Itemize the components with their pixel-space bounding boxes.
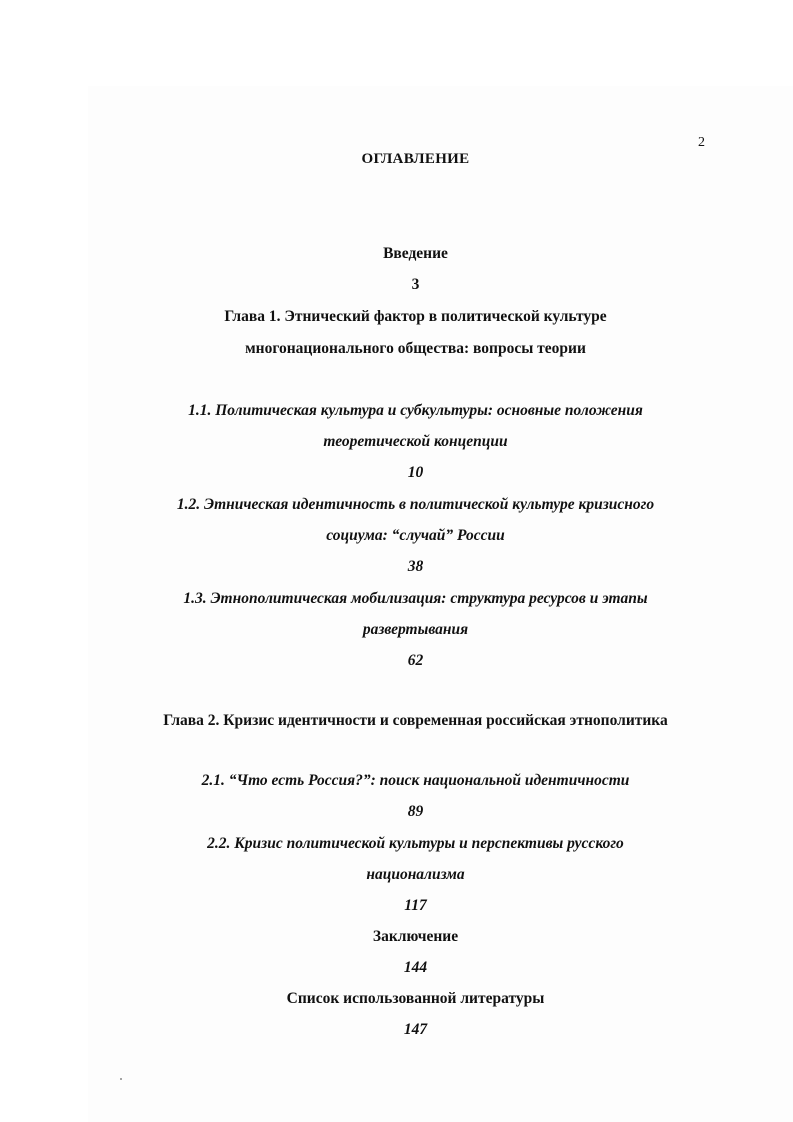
toc-section-1-3-page: 62 <box>407 652 424 669</box>
toc-chapter1-title-line2: многонационального общества: вопросы теории <box>245 340 586 357</box>
toc-section-1-2-line2: социума: “случай” России <box>326 527 505 544</box>
page-number: 2 <box>698 135 705 150</box>
toc-section-1-1-line2: теоретической концепции <box>323 433 508 450</box>
toc-chapter1-title-line1: Глава 1. Этнический фактор в политической культуре <box>224 308 607 325</box>
toc-section-2-2-line2: национализма <box>366 866 465 883</box>
toc-section-1-3-line2: развертывания <box>362 621 469 638</box>
toc-section-2-1-line1: 2.1. “Что есть Россия?”: поиск национальной идентичности <box>201 772 630 789</box>
toc-section-2-1-page: 89 <box>407 803 424 820</box>
toc-bibliography-label: Список использованной литературы <box>286 990 545 1007</box>
toc-conclusion-label: Заключение <box>372 928 459 945</box>
toc-intro-page: 3 <box>411 276 420 293</box>
toc-section-1-2-line1: 1.2. Этническая идентичность в политической культуре кризисного <box>176 496 655 513</box>
toc-section-1-1-page: 10 <box>407 464 424 481</box>
toc-section-1-1-line1: 1.1. Политическая культура и субкультуры: основные положения <box>188 402 643 419</box>
toc-section-1-2-page: 38 <box>407 558 424 575</box>
toc-chapter2-title: Глава 2. Кризис идентичности и современная российская этнополитика <box>163 712 668 729</box>
scan-speck <box>120 1078 122 1080</box>
toc-bibliography-page: 147 <box>403 1021 428 1038</box>
page-title: ОГЛАВЛЕНИЕ <box>361 151 470 167</box>
toc-section-2-2-line1: 2.2. Кризис политической культуры и перспективы русского <box>207 835 624 852</box>
toc-conclusion-page: 144 <box>403 959 428 976</box>
toc-section-2-2-page: 117 <box>404 897 427 914</box>
toc-section-1-3-line1: 1.3. Этнополитическая мобилизация: структура ресурсов и этапы <box>183 590 648 607</box>
toc-intro-label: Введение <box>383 245 448 262</box>
